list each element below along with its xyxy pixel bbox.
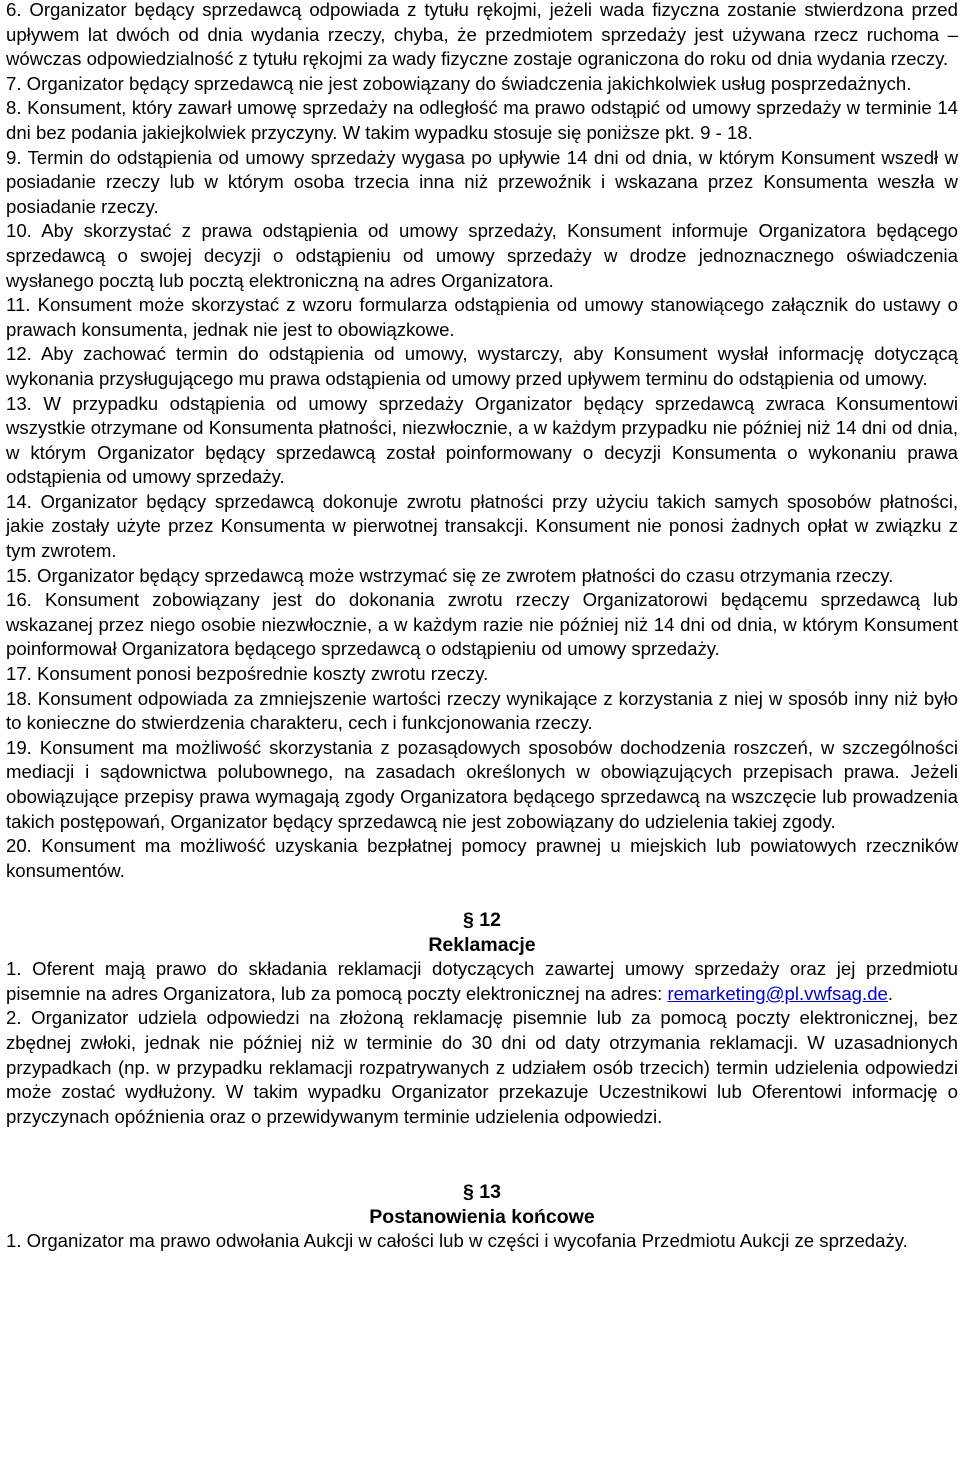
paragraph-7: 7. Organizator będący sprzedawcą nie jest zobowiązany do świadczenia jakichkolwiek usług posprzedażnych. <box>6 72 912 94</box>
document-page <box>6 0 958 1254</box>
section-13-paragraph-1: 1. Organizator ma prawo odwołania Aukcji w całości lub w części i wycofania Przedmiotu Aukcji ze sprzedaży. <box>6 1230 908 1252</box>
paragraph-8: 8. Konsument, który zawarł umowę sprzedaży na odległość ma prawo odstąpić od umowy sprzedaży w terminie 14 dni bez podania jakiejkolwiek przyczyny. W takim wypadku stosuje się poniższe pkt. 9 - 18. <box>6 97 958 143</box>
paragraph-18: 18. Konsument odpowiada za zmniejszenie wartości rzeczy wynikające z korzystania z niej w sposób inny niż było to konieczne do stwierdzenia charakteru, cech i funkcjonowania rzeczy. <box>6 687 958 734</box>
paragraph-14: 14. Organizator będący sprzedawcą dokonuje zwrotu płatności przy użyciu takich samych sposobów płatności, jakie zostały użyte przez Konsumenta w pierwotnej transakcji. Konsument nie ponosi żadnych opłat w związku z tym zwrotem. <box>6 490 958 562</box>
section-12-paragraph-2: 2. Organizator udziela odpowiedzi na złożoną reklamację pisemnie lub za pomocą poczty elektronicznej, bez zbędnej zwłoki, jednak nie później niż w terminie do 30 dni od daty otrzymania reklamacji. W uzasadnionych przypadkach (np. w przypadku reklamacji rozpatrywanych z udziałem osób trzecich) termin udzielenia odpowiedzi może zostać wydłużony. W takim wypadku Organizator przekazuje Uczestnikowi lub Oferentowi informację o przyczynach opóźnienia oraz o przewidywanym terminie udzielenia odpowiedzi. <box>6 1007 958 1127</box>
paragraph-11: 11. Konsument może skorzystać z wzoru formularza odstąpienia od umowy stanowiącego załącznik do ustawy o prawach konsumenta, jednak nie jest to obowiązkowe. <box>6 294 958 340</box>
section-13-title: Postanowienia końcowe <box>369 1205 595 1228</box>
spacer <box>6 1129 958 1155</box>
section-12-title: Reklamacje <box>428 933 536 956</box>
section-13-number: § 13 <box>463 1180 501 1203</box>
paragraph-6: 6. Organizator będący sprzedawcą odpowiada z tytułu rękojmi, jeżeli wada fizyczna zostanie stwierdzona przed upływem lat dwóch od dnia wydania rzeczy, chyba, że przedmiotem sprzedaży jest używana rzecz ruchoma – wówczas odpowiedzialność z tytułu rękojmi za wady fizyczne zostaje ograniczona do roku od dnia wydania rzeczy. <box>6 0 958 70</box>
section-12-paragraph-1-text: 1. Oferent mają prawo do składania reklamacji dotyczących zawartej umowy sprzedaży oraz jej przedmiotu pisemnie na adres Organizatora, lub za pomocą poczty elektronicznej na adres: <box>6 958 958 1004</box>
paragraph-16: 16. Konsument zobowiązany jest do dokonania zwrotu rzeczy Organizatorowi będącemu sprzedawcą lub wskazanej przez niego osobie niezwłocznie, a w każdym razie nie później niż 14 dni od dnia, w którym Konsument poinformował Organizatora będącego sprzedawcą o odstąpieniu od umowy sprzedaży. <box>6 589 958 660</box>
paragraph-15: 15. Organizator będący sprzedawcą może wstrzymać się ze zwrotem płatności do czasu otrzymania rzeczy. <box>6 564 894 586</box>
spacer <box>6 1155 958 1180</box>
paragraph-13: 13. W przypadku odstąpienia od umowy sprzedaży Organizator będący sprzedawcą zwraca Konsumentowi wszystkie otrzymane od Konsumenta płatności, niezwłocznie, a w każdym przypadku nie później niż 14 dni od dnia, w którym Organizator będący sprzedawcą został poinformowany o decyzji Konsumenta o wykonaniu prawa odstąpienia od umowy sprzedaży. <box>6 392 958 488</box>
paragraph-9: 9. Termin do odstąpienia od umowy sprzedaży wygasa po upływie 14 dni od dnia, w którym Konsument wszedł w posiadanie rzeczy lub w którym osoba trzecia inna niż przewoźnik i wskazana przez Konsumenta weszła w posiadanie rzeczy. <box>6 146 958 217</box>
paragraph-17: 17. Konsument ponosi bezpośrednie koszty zwrotu rzeczy. <box>6 663 489 685</box>
paragraph-10: 10. Aby skorzystać z prawa odstąpienia od umowy sprzedaży, Konsument informuje Organizatora będącego sprzedawcą o swojej decyzji o odstąpieniu od umowy sprzedaży w drodze jednoznacznego oświadczenia wysłanego pocztą lub pocztą elektroniczną na adres Organizatora. <box>6 220 958 291</box>
spacer <box>6 883 958 908</box>
section-12-number: § 12 <box>463 908 501 931</box>
complaint-email-link[interactable]: remarketing@pl.vwfsag.de <box>667 982 888 1004</box>
section-12-paragraph-1 <box>6 957 958 1006</box>
paragraph-20: 20. Konsument ma możliwość uzyskania bezpłatnej pomocy prawnej u miejskich lub powiatowych rzeczników konsumentów. <box>6 835 958 881</box>
paragraph-19: 19. Konsument ma możliwość skorzystania z pozasądowych sposobów dochodzenia roszczeń, w szczególności mediacji i sądownictwa polubownego, na zasadach określonych w obowiązujących przepisach prawa. Jeżeli obowiązujące przepisy prawa wymagają zgody Organizatora będącego sprzedawcą na wszczęcie lub prowadzenia takich postępowań, Organizator będący sprzedawcą nie jest zobowiązany do udzielenia takiej zgody. <box>6 736 958 832</box>
section-12-paragraph-1-end: . <box>887 982 894 1004</box>
paragraph-12: 12. Aby zachować termin do odstąpienia od umowy, wystarczy, aby Konsument wysłał informację dotyczącą wykonania przysługującego mu prawa odstąpienia od umowy przed upływem terminu do odstąpienia od umowy. <box>6 343 958 389</box>
